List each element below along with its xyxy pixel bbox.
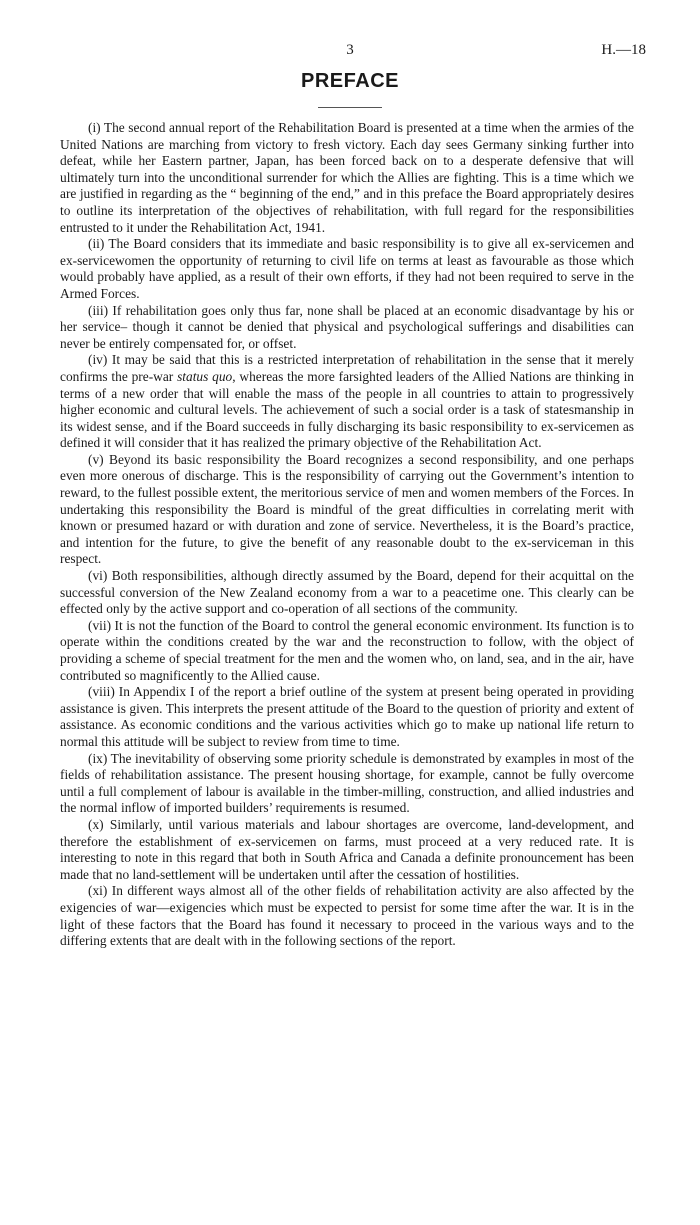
paragraph-vi: (vi) Both responsibilities, although directly assumed by the Board, depend for their acquittal on the successful conversion of the New Zealand economy from a war to a peacetime one. This clearly can be effected only by the active support and co-operation of all sections of the community. xyxy=(60,568,634,617)
paragraph-iv-part-1: (iv) It may be said that this is a restricted interpretation of rehabilitation in the sense that it merely confirms the pre-war xyxy=(60,352,634,384)
paragraph-v: (v) Beyond its basic responsibility the Board recognizes a second responsibility, and one perhaps even more onerous of discharge. This is the responsibility of carrying out the Government’s intention to reward, to the fullest possible extent, the meritorious service of men and women members of the Forces. In undertaking this responsibility the Board is mindful of the great difficulties in correlating merit with known or presumed hazard or with duration and zone of service. Nevertheless, it is the Board’s practice, and intention for the future, to give the benefit of any reasonable doubt to the ex-serviceman in this respect. xyxy=(60,451,634,567)
paragraph-ix: (ix) The inevitability of observing some priority schedule is demonstrated by examples in most of the fields of rehabilitation assistance. The present housing shortage, for example, cannot be fully overcome until a full complement of labour is available in the timber-milling, construction, and allied industries and the normal inflow of imported builders’ requirements is resumed. xyxy=(60,750,634,816)
paragraph-iv xyxy=(60,352,634,452)
paragraph-iv-italic: status quo xyxy=(177,368,233,384)
paragraph-x: (x) Similarly, until various materials and labour shortages are overcome, land-development, and therefore the establishment of ex-servicemen on farms, must proceed at a very reduced rate. It is interesting to note in this regard that both in South Africa and Canada a definite pronouncement has been made that no land-settlement will be undertaken until after the cessation of hostilities. xyxy=(60,816,634,882)
page-title: PREFACE xyxy=(301,70,399,92)
document-reference: H.—18 xyxy=(601,42,646,58)
page-number: 3 xyxy=(346,42,354,58)
paragraph-i: (i) The second annual report of the Rehabilitation Board is presented at a time when the armies of the United Nations are marching from victory to fresh victory. Each day sees Germany sinking further into defeat, while her Eastern partner, Japan, has been forced back on to a desperate defensive that will ultimately turn into the unconditional surrender for which the Allies are fighting. This is a time which we are justified in regarding as the “ beginning of the end,” and in this preface the Board appropriately desires to outline its interpretation of the objectives of rehabilitation, with full regard for the responsibilities entrusted to it under the Rehabilitation Act, 1941. xyxy=(60,120,634,235)
paragraph-iii: (iii) If rehabilitation goes only thus far, none shall be placed at an economic disadvantage by his or her service– though it cannot be denied that physical and psychological sufferings and disabilities can never be entirely compensated for, or offset. xyxy=(60,302,634,351)
preface-body xyxy=(60,120,634,950)
paragraph-viii: (viii) In Appendix I of the report a brief outline of the system at present being operated in providing assistance is given. This interprets the present attitude of the Board to the question of priority and extent of assistance. As economic conditions and the various activities which go to make up national life return to normal this attitude will be subject to review from time to time. xyxy=(60,684,634,749)
paragraph-xi: (xi) In different ways almost all of the other fields of rehabilitation activity are also affected by the exigencies of war—exigencies which must be expected to persist for some time after the war. It is in the light of these factors that the Board has found it necessary to proceed in the various ways and to the differing extents that are dealt with in the following sections of the report. xyxy=(60,883,634,949)
paragraph-iv-part-2: , whereas the more farsighted leaders of the Allied Nations are thinking in terms of a new order that will enable the mass of the people in all countries to attain to progressively higher economic and cultural levels. The achievement of such a social order is a task of statesmanship in its widest sense, and if the Board succeeds in fully discharging its basic responsibility to ex-servicemen as defined it will consider that it has realized the primary objective of the Rehabilitation Act. xyxy=(60,368,634,451)
paragraph-vii: (vii) It is not the function of the Board to control the general economic environment. Its function is to operate within the conditions created by the war and the reconstruction to follow, with the object of providing a scheme of special treatment for the men and the women who, on land, sea, and in the air, have contributed so magnificently to the Allied cause. xyxy=(60,617,634,683)
paragraph-ii: (ii) The Board considers that its immediate and basic responsibility is to give all ex-servicemen and ex-servicewomen the opportunity of returning to civil life on terms at least as favourable as those which would probably have applied, as a result of their own efforts, if they had not been required to serve in the Armed Forces. xyxy=(60,236,634,301)
title-rule xyxy=(318,107,382,108)
